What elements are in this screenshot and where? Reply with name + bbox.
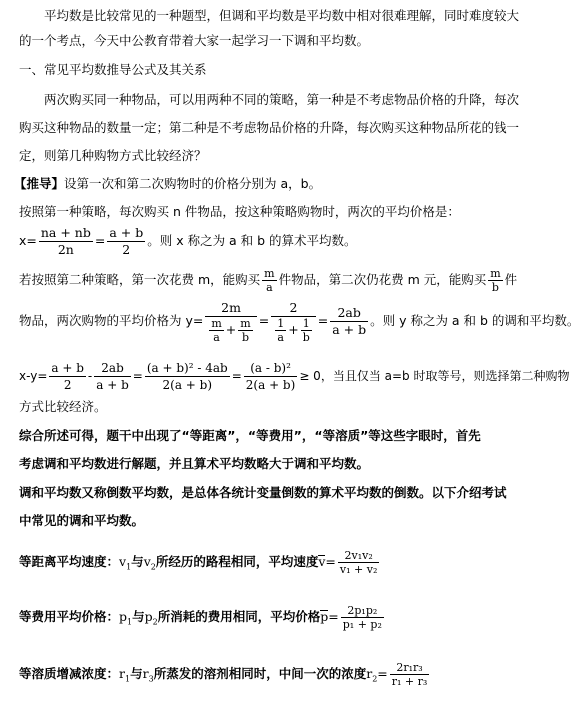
strategy-1-line: 按照第一种策略，每次购买 n 件物品，按这种策略购物时，两次的平均价格是： (19, 204, 460, 219)
fraction: 2 $\frac{1}{a}$ + $\frac{1}{b}$ (271, 300, 316, 344)
fraction: $\frac{\text{2v₁v₂}}{\text{v₁ + v₂}}$ (339, 549, 378, 576)
fraction: $\frac{m}{b}$ (490, 267, 501, 294)
fraction: $\frac{a + b}{2}$ (109, 225, 144, 257)
fraction: $\frac{na + nb}{2n}$ (40, 225, 91, 257)
fraction: $\frac{\text{(a + b)² - 4ab}}{2(a + b)}$ (146, 361, 228, 392)
conclusion-line: 方式比较经济。 (19, 399, 107, 414)
rule-equal-cost: 等费用平均价格：$p_1$与$p_2$所消耗的费用相同，平均价格p= $\frac{\text{2p₁p₂}}{\text{p₁ + p₂}}$ (19, 604, 382, 631)
summary-line-2: 考虑调和平均数进行解题，并且算术平均数略大于调和平均数。 (19, 456, 370, 471)
fraction: $\frac{\text{(a - b)²}}{2(a + b)}$ (245, 361, 296, 392)
intro-line-1: 平均数是比较常见的一种题型，但调和平均数是平均数中相对很难理解，同时难度较大 (44, 8, 520, 23)
rule-equal-distance: 等距离平均速度：$v_1$与$v_2$所经历的路程相同，平均速度v= $\frac{\text{2v₁v₂}}{\text{v₁ + v₂}}$ (19, 549, 378, 576)
derive-text: 设第一次和第二次购物时的价格分别为 a，b。 (64, 176, 322, 191)
question-line-1: 两次购买同一种物品，可以用两种不同的策略，第一种是不考虑物品价格的升降，每次 (44, 92, 520, 107)
fraction: $\frac{\text{2p₁p₂}}{\text{p₁ + p₂}}$ (342, 604, 382, 631)
fraction: $\frac{2ab}{a + b}$ (96, 361, 129, 392)
fraction: $\frac{2ab}{a + b}$ (332, 305, 367, 337)
formula-harmonic-mean: 物品，两次购物的平均价格为 y= 2m $\frac{m}{a}$ + $\frac{m}{b}$ = 2 $\frac{1}{a}$ + $\frac{1}{b}$ = $\frac{2ab}{a + b}$ 。则 y 称之为 a 和 b 的调和平均数。 (19, 299, 579, 344)
fraction: $\frac{\text{2r₁r₃}}{\text{r₁ + r₃}}$ (391, 661, 428, 688)
question-line-2: 购买这种物品的数量一定；第二种是不考虑物品价格的升降，每次购买这种物品所花的钱一 (19, 120, 520, 135)
fraction: $\frac{m}{a}$ (264, 267, 275, 294)
definition-line-2: 中常见的调和平均数。 (19, 513, 145, 528)
derive-line (14, 174, 321, 194)
summary-line-1: 综合所述可得，题干中出现了“等距离”，“等费用”，“等溶质”等这些字眼时，首先 (19, 428, 481, 443)
definition-line-1: 调和平均数又称倒数平均数，是总体各统计变量倒数的算术平均数的倒数。以下介绍考试 (19, 485, 507, 500)
derive-tag: 【推导】 (14, 176, 65, 191)
fraction: $\frac{a + b}{2}$ (51, 361, 84, 392)
question-line-3: 定，则第几种购物方式比较经济？ (19, 148, 207, 163)
fraction: 2m $\frac{m}{a}$ + $\frac{m}{b}$ (205, 300, 256, 344)
intro-line-2: 的一个考点，今天中公教育带着大家一起学习一下调和平均数。 (19, 33, 370, 48)
rule-equal-solute: 等溶质增减浓度：$r_1$与$r_3$所蒸发的溶剂相同时，中间一次的浓度$r_2=$ $\frac{\text{2r₁r₃}}{\text{r₁ + r₃}}$ (19, 661, 428, 688)
section-heading: 一、常见平均数推导公式及其关系 (19, 62, 207, 77)
strategy-2-line: 若按照第二种策略，第一次花费 m，能购买 $\frac{m}{a}$ 件物品，第二次仍花费 m 元，能购买 $\frac{m}{b}$ 件 (19, 267, 518, 294)
formula-difference: x-y= $\frac{a + b}{2}$ - $\frac{2ab}{a + b}$ = $\frac{\text{(a + b)² - 4ab}}{2(a + b)}$ = $\frac{\text{(a - b)²}}{2(a + b)}$ ≥ 0，当且仅当 a=b 时取等号，则选择第二种购物 (19, 361, 570, 392)
formula-arithmetic-mean: x= $\frac{na + nb}{2n}$ = $\frac{a + b}{2}$ 。则 x 称之为 a 和 b 的算术平均数。 (19, 225, 357, 257)
